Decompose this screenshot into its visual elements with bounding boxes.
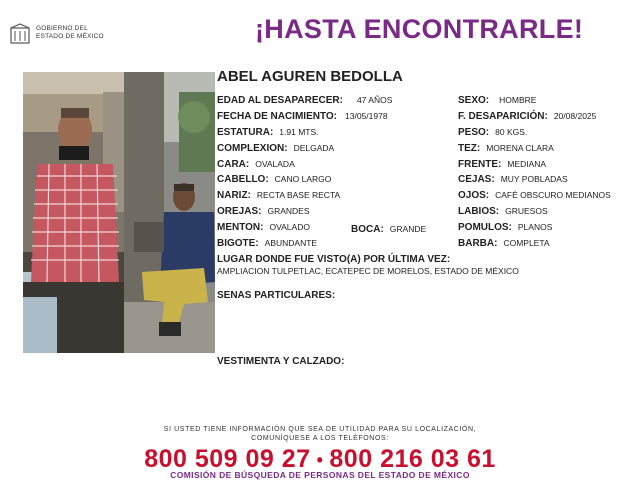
field-label: SEXO: [458,95,490,106]
field-label: BARBA: [458,238,498,249]
field-label: TEZ: [458,143,481,154]
government-label-line2: ESTADO DE MÉXICO [36,32,104,40]
field-sexo [458,95,536,106]
government-label-line1: GOBIERNO DEL [36,25,88,32]
phone-number-1[interactable]: 800 509 09 27 [144,445,311,473]
person-name: ABEL AGUREN BEDOLLA [217,68,403,85]
field-value: 13/05/1978 [345,111,388,121]
phone-number-2[interactable]: 800 216 03 61 [329,445,496,473]
field-fecha-desaparicion [458,111,596,122]
field-value: 47 AÑOS [356,95,393,105]
field-value: GRUESOS [505,206,548,216]
field-label: CABELLO: [217,174,269,185]
coat-of-arms-icon [8,22,32,46]
footer-commission: COMISIÓN DE BÚSQUEDA DE PERSONAS DEL ESTADO DE MÉXICO [170,470,470,480]
field-value: RECTA BASE RECTA [256,190,341,200]
field-bigote [217,238,317,249]
field-label: CARA: [217,159,250,170]
field-value: 80 KGS. [495,127,528,137]
field-value: ABUNDANTE [264,238,318,248]
field-label: FRENTE: [458,159,502,170]
field-value: GRANDES [267,206,310,216]
field-pomulos [458,222,552,233]
vestimenta-calzado-label: VESTIMENTA Y CALZADO: [217,356,345,367]
field-value: OVALADA [255,159,295,169]
field-complexion [217,143,334,154]
government-label [36,25,104,40]
field-label: CEJAS: [458,174,495,185]
senas-particulares-label: SENAS PARTICULARES: [217,290,336,301]
field-value: GRANDE [389,224,427,234]
contact-info-line1: SI USTED TIENE INFORMACIÓN QUE SEA DE UTILIDAD PARA SU LOCALIZACIÓN, [163,426,477,433]
field-value: PLANOS [517,222,553,232]
field-labios [458,206,548,217]
field-label: BIGOTE: [217,238,259,249]
field-ojos [458,190,611,201]
field-label: OJOS: [458,190,490,201]
field-label: OREJAS: [217,206,262,217]
field-estatura [217,127,319,138]
field-label: LABIOS: [458,206,500,217]
field-value: 1.91 MTS. [279,127,319,137]
last-seen-value: AMPLIACION TULPETLAC, ECATEPEC DE MORELOS, ESTADO DE MÉXICO [217,266,519,276]
field-label: ESTATURA: [217,127,274,138]
field-label: PESO: [458,127,490,138]
field-orejas [217,206,310,217]
field-value: MUY POBLADAS [500,174,568,184]
phone-separator: • [316,449,324,470]
field-value: COMPLETA [503,238,550,248]
field-menton [217,222,310,233]
photo-person-vehicle [23,72,124,353]
field-value: 20/08/2025 [553,111,597,121]
field-value: CAFÉ OBSCURO MEDIANOS [495,190,611,200]
field-edad [217,95,392,106]
field-peso [458,127,527,138]
field-label: F. DESAPARICIÓN: [458,111,548,122]
headline: ¡HASTA ENCONTRARLE! [255,14,584,44]
field-value: DELGADA [293,143,335,153]
contact-info-line2: COMUNÍQUESE A LOS TELÉFONOS: [251,435,389,442]
field-cara [217,159,295,170]
field-label: NARIZ: [217,190,251,201]
field-value: HOMBRE [499,95,537,105]
field-value: CANO LARGO [274,174,332,184]
field-frente [458,159,546,170]
field-nariz [217,190,340,201]
last-seen-label: LUGAR DONDE FUE VISTO(A) POR ÚLTIMA VEZ: [217,254,451,265]
field-label: EDAD AL DESAPARECER: [217,95,343,106]
field-fecha-nacimiento [217,111,388,122]
photo-person-street [124,72,215,353]
field-value: OVALADO [269,222,310,232]
field-label: FECHA DE NACIMIENTO: [217,111,337,122]
field-label: POMULOS: [458,222,512,233]
field-barba [458,238,550,249]
field-value: MEDIANA [507,159,547,169]
field-label: BOCA: [351,224,384,235]
field-boca [351,224,426,235]
field-tez [458,143,554,154]
field-cabello [217,174,331,185]
field-label: MENTON: [217,222,264,233]
field-value: MORENA CLARA [486,143,554,153]
field-cejas [458,174,568,185]
government-logo [8,22,120,46]
field-label: COMPLEXION: [217,143,288,154]
